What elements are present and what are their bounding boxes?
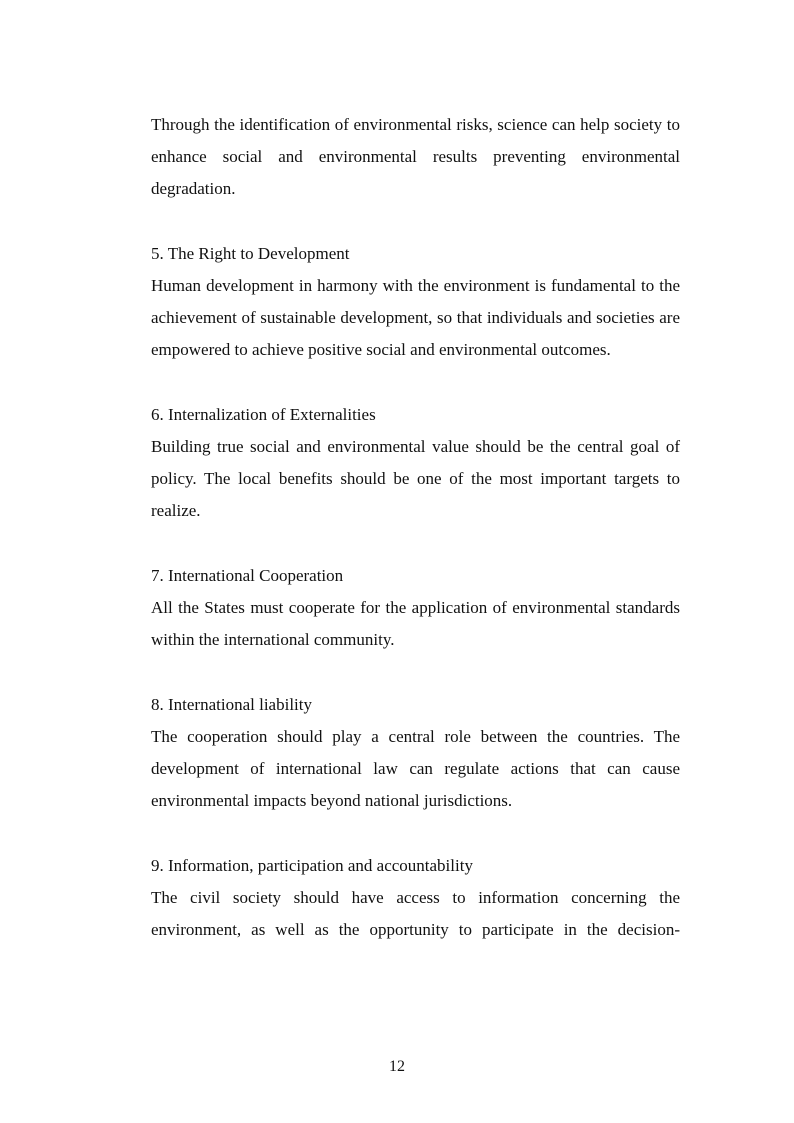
section-heading: 6. Internalization of Externalities	[151, 404, 376, 424]
section-heading: 5. The Right to Development	[151, 243, 350, 263]
section-body: Human development in harmony with the environment is fundamental to the achievement of sustainable development, so that individuals and societies are empowered to achieve positive social and environmental outcomes.	[151, 276, 680, 360]
section-international-liability	[151, 689, 680, 818]
section-body: The civil society should have access to information concerning the environment, as well as the opportunity to participate in the decision-	[151, 887, 680, 939]
page-number: 12	[389, 1058, 405, 1075]
section-heading: 7. International Cooperation	[151, 565, 344, 585]
section-international-cooperation	[151, 560, 680, 657]
section-body: The cooperation should play a central role between the countries. The development of international law can regulate actions that can cause environmental impacts beyond national jurisdictions.	[151, 726, 680, 811]
section-body: Building true social and environmental value should be the central goal of policy. The local benefits should be one of the most important targets to realize.	[151, 437, 680, 521]
section-information-participation-accountability	[151, 850, 680, 947]
page-body	[151, 109, 680, 946]
section-internalization-of-externalities	[151, 399, 680, 528]
intro-paragraph: Through the identification of environmental risks, science can help society to enhance social and environmental results preventing environmental degradation.	[151, 115, 680, 199]
section-heading: 9. Information, participation and accountability	[151, 855, 473, 875]
section-heading: 8. International liability	[151, 694, 312, 714]
section-right-to-development	[151, 238, 680, 367]
section-body: All the States must cooperate for the application of environmental standards within the international community.	[151, 598, 680, 650]
